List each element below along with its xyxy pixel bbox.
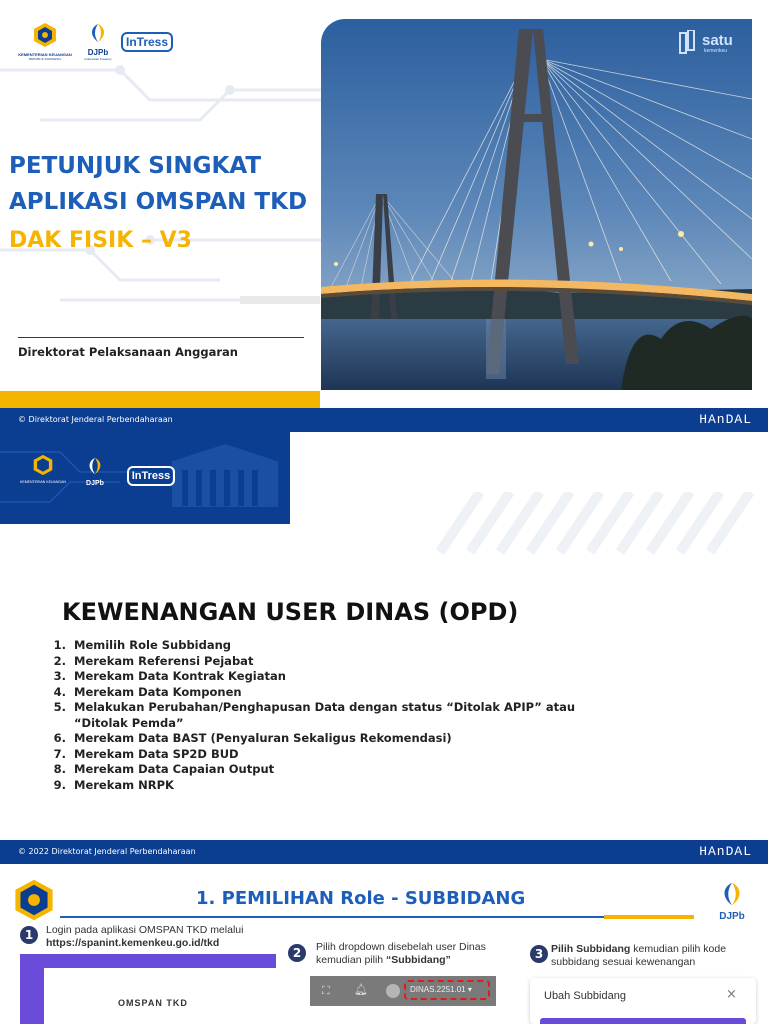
- kemenkeu-logo-text: KEMENTERIAN KEUANGAN: [18, 52, 72, 57]
- step-2-instruction-bold: “Subbidang”: [386, 954, 451, 966]
- close-icon[interactable]: ×: [726, 987, 737, 1002]
- list-item: 1. Memilih Role Subbidang: [70, 638, 630, 654]
- kemenkeu-logo-text: KEMENTERIAN KEUANGAN: [20, 480, 66, 484]
- djpb-logo: [712, 880, 752, 922]
- step-1-text: [46, 924, 286, 950]
- divider: [18, 337, 304, 338]
- step-1-url[interactable]: https://spanint.kemenkeu.go.id/tkd: [46, 937, 220, 949]
- slide1-footer: [0, 408, 768, 432]
- step-2-text: [316, 941, 510, 967]
- djpb-logo-text: DJPb: [87, 48, 109, 57]
- list-item: 3. Merekam Data Kontrak Kegiatan: [70, 669, 630, 685]
- directorate-label: Direktorat Pelaksanaan Anggaran: [18, 345, 238, 359]
- decorative-lines: [300, 492, 768, 612]
- title-line-2: APLIKASI OMSPAN TKD: [9, 189, 308, 215]
- list-item: 4. Merekam Data Komponen: [70, 685, 630, 701]
- satu-logo-text: satu: [702, 32, 733, 49]
- satu-logo-subtext: kemenkeu: [704, 48, 728, 54]
- step-2-number: 2: [288, 944, 306, 962]
- footer-copyright: © Direktorat Jenderal Perbendaharaan: [18, 415, 173, 424]
- subtitle: DAK FISIK – V3: [9, 228, 192, 253]
- slide2-footer-bar: [0, 840, 768, 864]
- list-item: 2. Merekam Referensi Pejabat: [70, 654, 630, 670]
- title-underline: [60, 916, 604, 918]
- step-3-text: [551, 943, 756, 969]
- list-item: 8. Merekam Data Capaian Output: [70, 762, 630, 778]
- dialog-select-bar[interactable]: [540, 1018, 746, 1024]
- step-3-instruction: kemudian pilih kode subbidang sesuai kewenangan: [551, 943, 727, 968]
- djpb-emblem-icon: [84, 456, 106, 476]
- step-3-instruction-bold: Pilih Subbidang: [551, 943, 631, 955]
- login-card: [44, 968, 276, 1024]
- djpb-emblem-icon: [717, 880, 747, 908]
- bridge-photo: [321, 19, 752, 390]
- list-item: 5. Melakukan Perubahan/Penghapusan Data dengan status “Ditolak APIP” atau “Ditolak Pemda”: [70, 700, 614, 731]
- kemenkeu-logo-subtext: REPUBLIK INDONESIA: [28, 57, 62, 61]
- intress-logo-small: InTress: [127, 466, 175, 486]
- step-1-number: 1: [20, 926, 38, 944]
- kemenkeu-logo: [18, 22, 72, 64]
- djpb-logo-subtext: Indonesian Treasury: [84, 57, 112, 61]
- fullscreen-icon[interactable]: ⛶: [322, 984, 330, 997]
- chevron-down-icon: ▾: [467, 985, 472, 994]
- title-underline-accent: [604, 915, 694, 919]
- app-header-bar: [310, 976, 496, 1006]
- djpb-logo: [80, 22, 116, 62]
- satu-logo-icon: [678, 30, 700, 56]
- step-1-instruction: Login pada aplikasi OMSPAN TKD melalui: [46, 924, 244, 936]
- list-item: 9. Merekam NRPK: [70, 778, 630, 794]
- djpb-logo-text: DJPb: [86, 480, 104, 487]
- slide-title: 1. PEMILIHAN Role - SUBBIDANG: [196, 888, 526, 909]
- authority-slide: [0, 432, 768, 840]
- satu-kemenkeu-logo: [678, 30, 748, 56]
- slide-title: KEWENANGAN USER DINAS (OPD): [62, 598, 519, 626]
- authority-list: [50, 638, 630, 793]
- kemenkeu-emblem-icon: [32, 454, 54, 476]
- intress-logo: InTress: [121, 32, 173, 52]
- user-dropdown-label: DINAS.2251.01: [410, 985, 466, 994]
- list-item: 6. Merekam Data BAST (Penyaluran Sekaligus Rekomendasi): [70, 731, 630, 747]
- footer-brand: HAnDAL: [699, 412, 752, 427]
- omspan-login-screen: [20, 954, 276, 1024]
- kemenkeu-emblem-icon: [32, 22, 58, 48]
- footer-copyright: © 2022 Direktorat Jenderal Perbendaharaan: [18, 847, 196, 856]
- title-slide: [0, 0, 768, 432]
- step-3-number: 3: [530, 945, 548, 963]
- list-item: 7. Merekam Data SP2D BUD: [70, 747, 630, 763]
- step-2-instruction: Pilih dropdown disebelah user Dinas kemudian pilih: [316, 941, 486, 966]
- role-selection-slide: [0, 866, 768, 1024]
- bell-icon[interactable]: 🔔︎: [354, 983, 368, 996]
- login-card-label: OMSPAN TKD: [118, 998, 188, 1008]
- djpb-logo-small: [80, 456, 110, 487]
- user-dropdown[interactable]: [404, 980, 490, 1000]
- djpb-emblem-icon: [86, 22, 110, 44]
- footer-brand: HAnDAL: [699, 844, 752, 859]
- avatar[interactable]: [386, 984, 400, 998]
- change-subbidang-dialog: [530, 978, 756, 1024]
- gold-strip: [0, 391, 320, 408]
- kemenkeu-logo-small: [20, 454, 66, 484]
- kemenkeu-emblem-icon: [12, 878, 56, 922]
- title-line-1: PETUNJUK SINGKAT: [9, 153, 262, 179]
- dialog-title: Ubah Subbidang: [544, 990, 626, 1002]
- djpb-logo-text: DJPb: [719, 911, 745, 922]
- bridge-illustration: [321, 19, 752, 390]
